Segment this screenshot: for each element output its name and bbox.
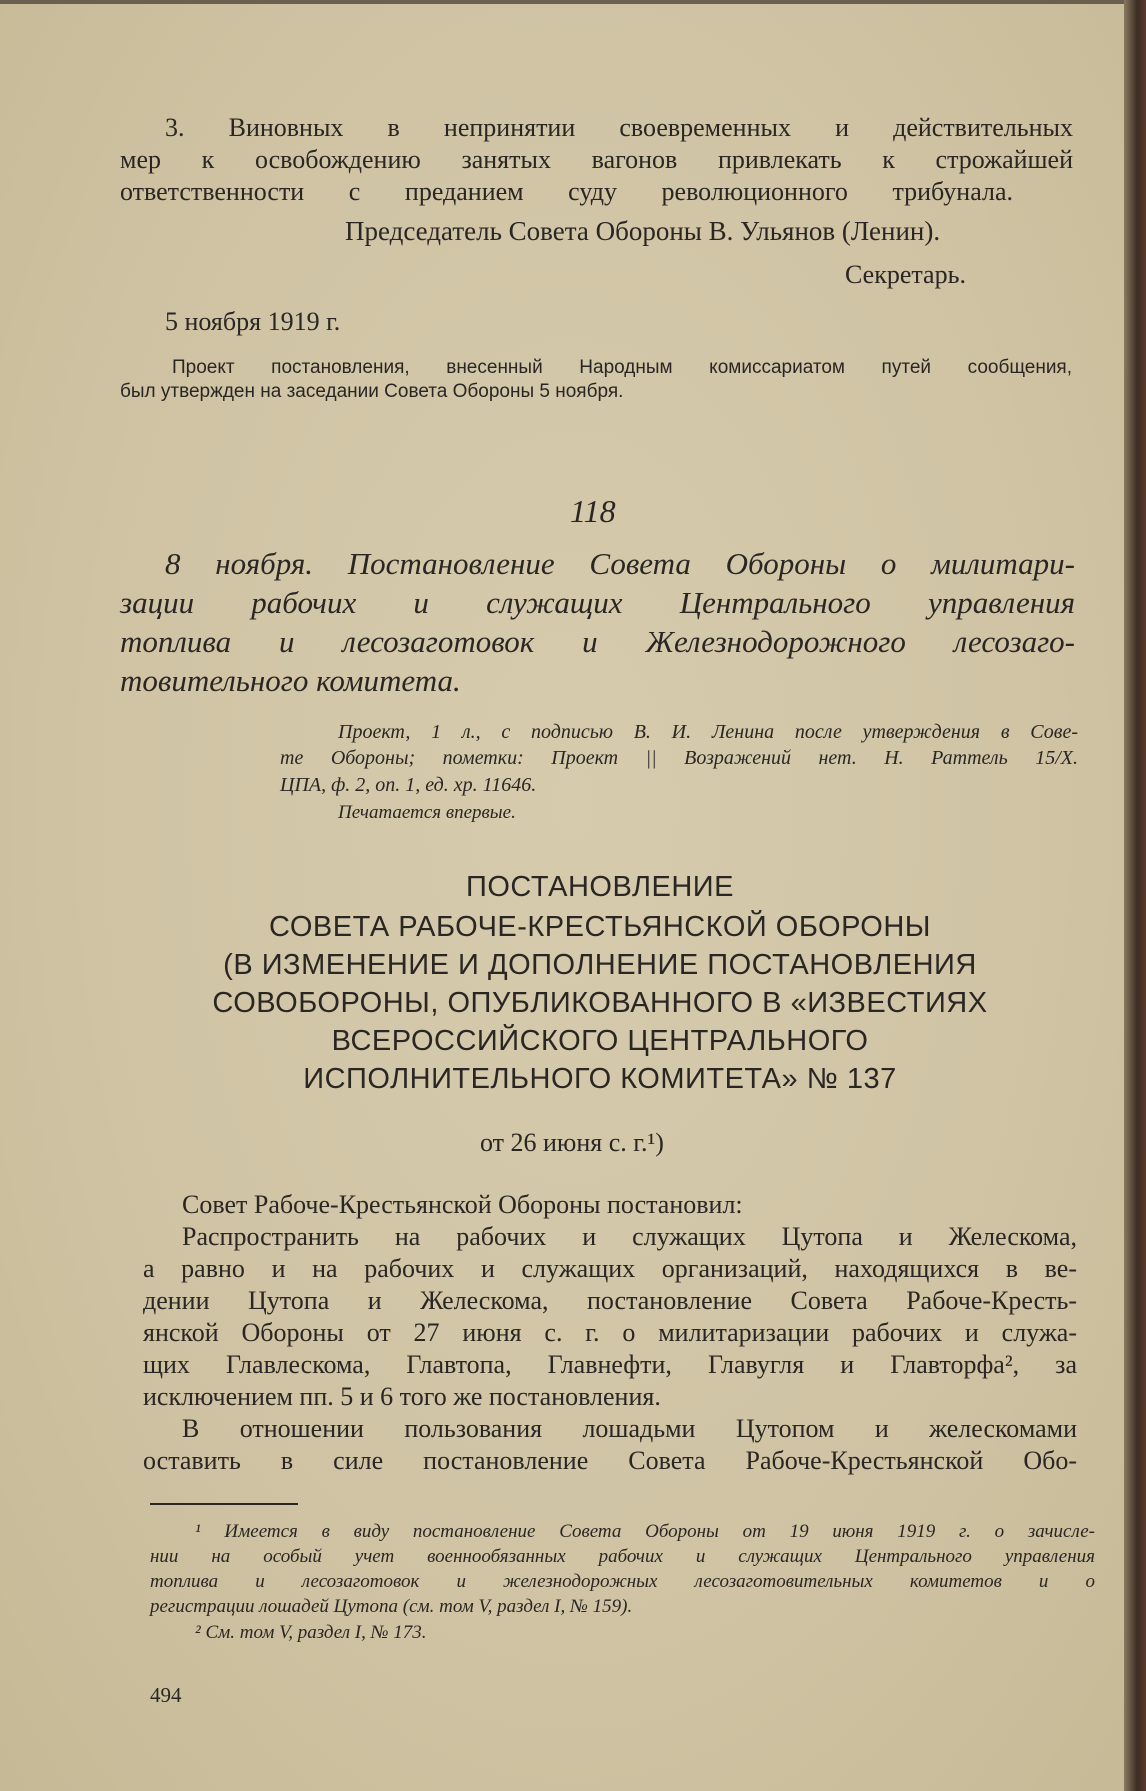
source-line: Проект, 1 л., с подписью В. И. Ленина после утверждения в Сове- — [338, 721, 1078, 743]
footnote-divider — [150, 1503, 298, 1505]
text-line: 3. Виновных в непринятии своевременных и действительных — [165, 113, 1073, 142]
heading-line: ИСПОЛНИТЕЛЬНОГО КОМИТЕТА» № 137 — [303, 1063, 897, 1095]
body-line: щих Главлескома, Главтопа, Главнефти, Главугля и Главторфа², за — [143, 1350, 1077, 1379]
document-number: 118 — [570, 493, 616, 529]
page-number: 494 — [150, 1683, 182, 1707]
heading-line: ВСЕРОССИЙСКОГО ЦЕНТРАЛЬНОГО — [331, 1025, 869, 1057]
printed-first: Печатается впервые. — [338, 802, 516, 823]
page-edge — [0, 0, 1146, 4]
body-line: оставить в силе постановление Совета Рабоче-Крестьянской Обо- — [143, 1446, 1077, 1475]
body-line: дении Цутопа и Желескома, постановление Совета Рабоче-Кресть- — [143, 1286, 1077, 1315]
heading-line: СОВЕТА РАБОЧЕ-КРЕСТЬЯНСКОЙ ОБОРОНЫ — [269, 911, 931, 943]
footnote-line: ² См. том V, раздел I, № 173. — [195, 1622, 427, 1643]
footnote-line: нии на особый учет военнообязанных рабочих и служащих Центрального управления — [150, 1546, 1095, 1567]
secretary: Секретарь. — [845, 260, 966, 289]
footnote-line: топлива и лесозаготовок и железнодорожных лесозаготовительных комитетов и о — [150, 1571, 1095, 1592]
text-line: ответственности с преданием суду революционного трибунала. — [120, 177, 1013, 206]
editorial-note: Проект постановления, внесенный Народным комиссариатом путей сообщения, — [172, 357, 1072, 378]
heading-date: от 26 июня с. г.¹) — [480, 1128, 664, 1157]
body-line: Распространить на рабочих и служащих Цутопа и Желескома, — [182, 1222, 1077, 1251]
book-spine — [1124, 0, 1146, 1791]
document-title-line: зации рабочих и служащих Центрального управления — [120, 585, 1075, 620]
body-line: В отношении пользования лошадьми Цутопом и желескомами — [182, 1414, 1077, 1443]
body-line: Совет Рабоче-Крестьянской Обороны постановил: — [182, 1190, 743, 1219]
heading-line: (В ИЗМЕНЕНИЕ И ДОПОЛНЕНИЕ ПОСТАНОВЛЕНИЯ — [223, 949, 977, 981]
body-line: а равно и на рабочих и служащих организаций, находящихся в ве- — [143, 1254, 1077, 1283]
source-line: ЦПА, ф. 2, оп. 1, ед. хр. 11646. — [280, 774, 537, 796]
body-line: янской Обороны от 27 июня с. г. о милитаризации рабочих и служа- — [143, 1318, 1077, 1347]
document-title-line: топлива и лесозаготовок и Железнодорожного лесозаго- — [120, 624, 1075, 659]
document-title-line: 8 ноября. Постановление Совета Обороны о милитари- — [165, 546, 1075, 581]
heading-line: СОВОБОРОНЫ, ОПУБЛИКОВАННОГО В «ИЗВЕСТИЯХ — [212, 987, 988, 1019]
text-line: мер к освобождению занятых вагонов привлекать к строжайшей — [120, 145, 1073, 174]
editorial-note: был утвержден на заседании Совета Обороны 5 ноября. — [120, 381, 624, 402]
signature: Председатель Совета Обороны В. Ульянов (Ленин). — [345, 216, 941, 246]
heading-line: ПОСТАНОВЛЕНИЕ — [466, 871, 734, 903]
date: 5 ноября 1919 г. — [165, 307, 341, 336]
footnote-line: регистрации лошадей Цутопа (см. том V, раздел I, № 159). — [150, 1596, 633, 1617]
footnote-line: ¹ Имеется в виду постановление Совета Обороны от 19 июня 1919 г. о зачисле- — [195, 1521, 1095, 1542]
document-title-line: товительного комитета. — [120, 663, 461, 698]
source-line: те Обороны; пометки: Проект || Возражений нет. Н. Раттель 15/X. — [280, 747, 1078, 769]
body-line: исключением пп. 5 и 6 того же постановления. — [143, 1382, 661, 1411]
